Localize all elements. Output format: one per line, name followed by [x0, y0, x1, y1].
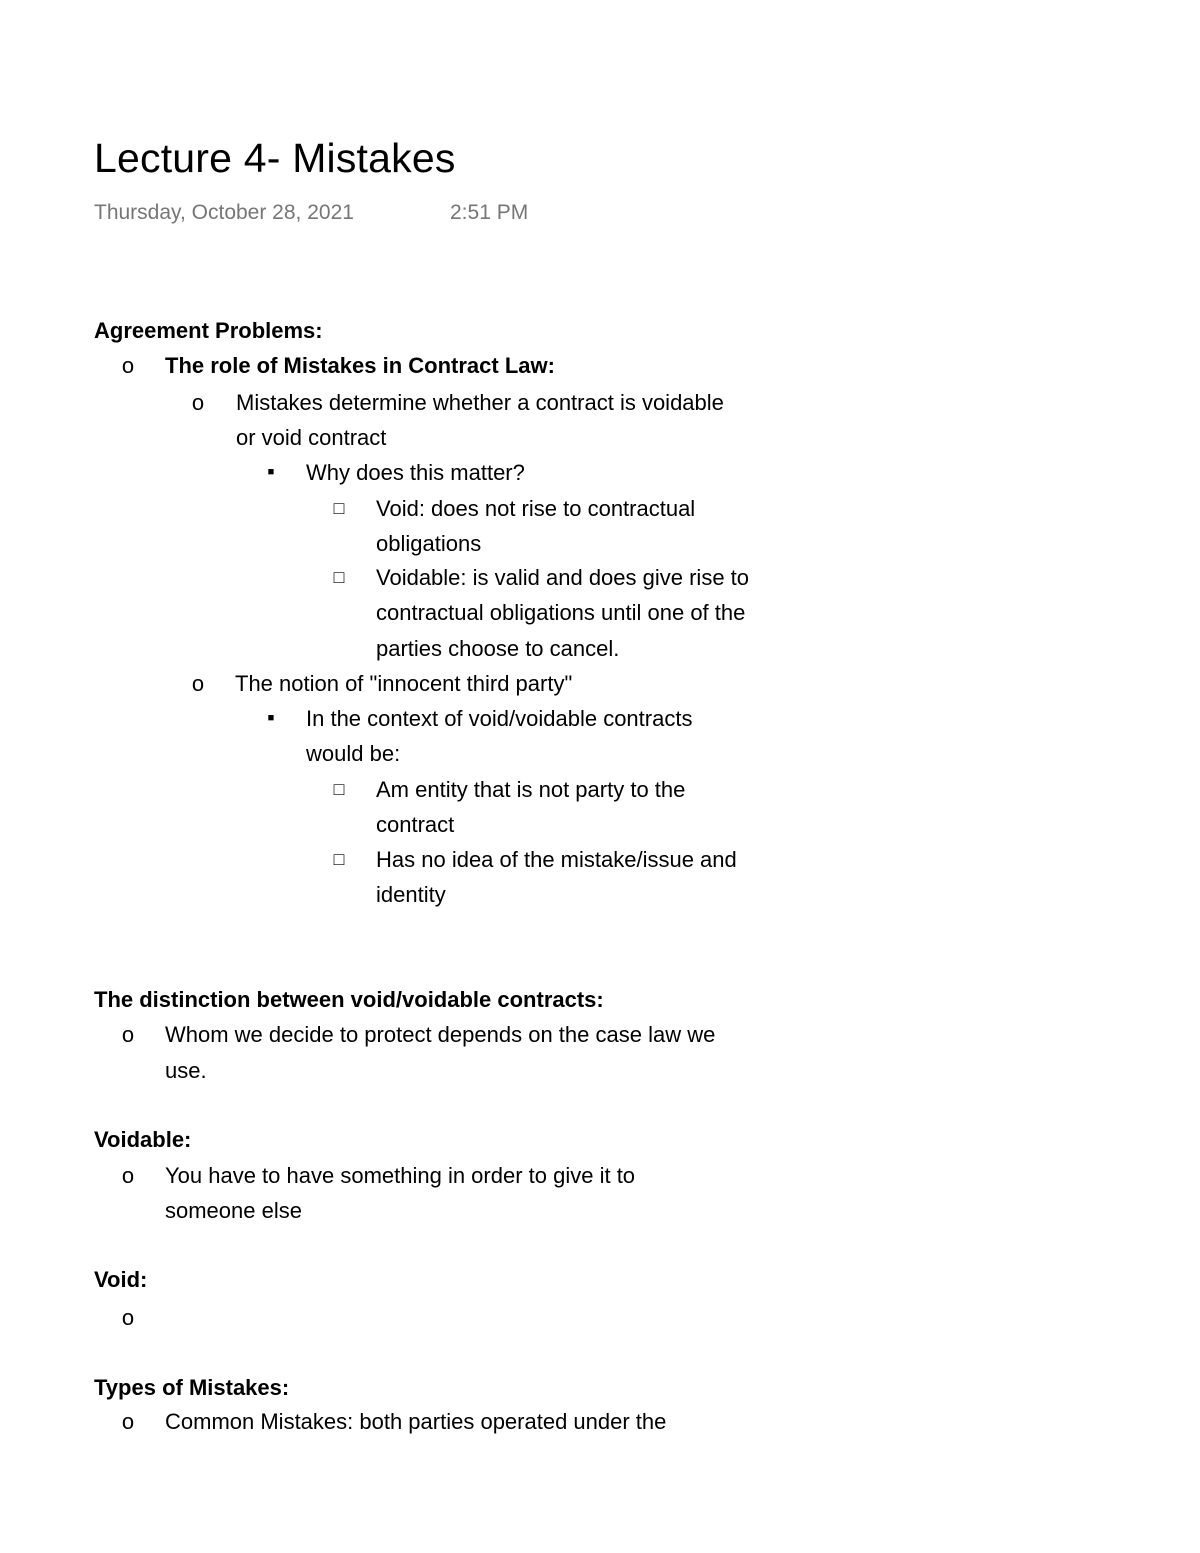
section-heading-agreement: Agreement Problems: [94, 318, 323, 343]
section-heading-voidable: Voidable: [94, 1127, 192, 1152]
circle-bullet-icon: o [191, 390, 205, 415]
circle-bullet-icon: o [121, 353, 135, 378]
distinction-line-2: use. [165, 1058, 207, 1083]
entity-line-2: contract [376, 812, 455, 837]
page-title: Lecture 4- Mistakes [94, 135, 456, 181]
voidable-line-2: contractual obligations until one of the [376, 600, 746, 625]
void-line-2: obligations [376, 531, 482, 556]
page-time: 2:51 PM [450, 201, 529, 224]
square-bullet-icon: ■ [267, 466, 275, 478]
circle-bullet-icon: o [121, 1022, 135, 1047]
hollow-square-bullet-icon: □ [333, 849, 345, 869]
idea-line-2: identity [376, 882, 446, 907]
distinction-line-1: Whom we decide to protect depends on the case law we [165, 1022, 716, 1047]
voidable-line-1: Voidable: is valid and does give rise to [376, 565, 750, 590]
hollow-square-bullet-icon: □ [333, 779, 345, 799]
section-heading-void: Void: [94, 1267, 148, 1292]
voidable-section-line-1: You have to have something in order to give it to [165, 1163, 636, 1188]
voidable-section-line-2: someone else [165, 1198, 302, 1223]
mistakes-line-1: Mistakes determine whether a contract is voidable [236, 390, 724, 415]
why-matter: Why does this matter? [306, 460, 525, 485]
mistakes-line-2: or void contract [236, 425, 387, 450]
section-heading-types: Types of Mistakes: [94, 1375, 290, 1400]
circle-bullet-icon: o [121, 1305, 135, 1330]
voidable-line-3: parties choose to cancel. [376, 636, 620, 661]
circle-bullet-icon: o [121, 1163, 135, 1188]
square-bullet-icon: ■ [267, 712, 275, 724]
types-line-1: Common Mistakes: both parties operated under the [165, 1409, 667, 1434]
notion-line: The notion of "innocent third party" [235, 671, 573, 696]
section-heading-distinction: The distinction between void/voidable contracts: [94, 987, 604, 1012]
idea-line-1: Has no idea of the mistake/issue and [376, 847, 737, 872]
page-date: Thursday, October 28, 2021 [94, 201, 354, 224]
context-line-1: In the context of void/voidable contracts [306, 706, 693, 731]
role-heading: The role of Mistakes in Contract Law: [165, 353, 555, 378]
context-line-2: would be: [306, 741, 401, 766]
hollow-square-bullet-icon: □ [333, 567, 345, 587]
circle-bullet-icon: o [191, 671, 205, 696]
page-meta [94, 198, 529, 228]
void-line-1: Void: does not rise to contractual [376, 496, 696, 521]
entity-line-1: Am entity that is not party to the [376, 777, 686, 802]
circle-bullet-icon: o [121, 1409, 135, 1434]
hollow-square-bullet-icon: □ [333, 498, 345, 518]
